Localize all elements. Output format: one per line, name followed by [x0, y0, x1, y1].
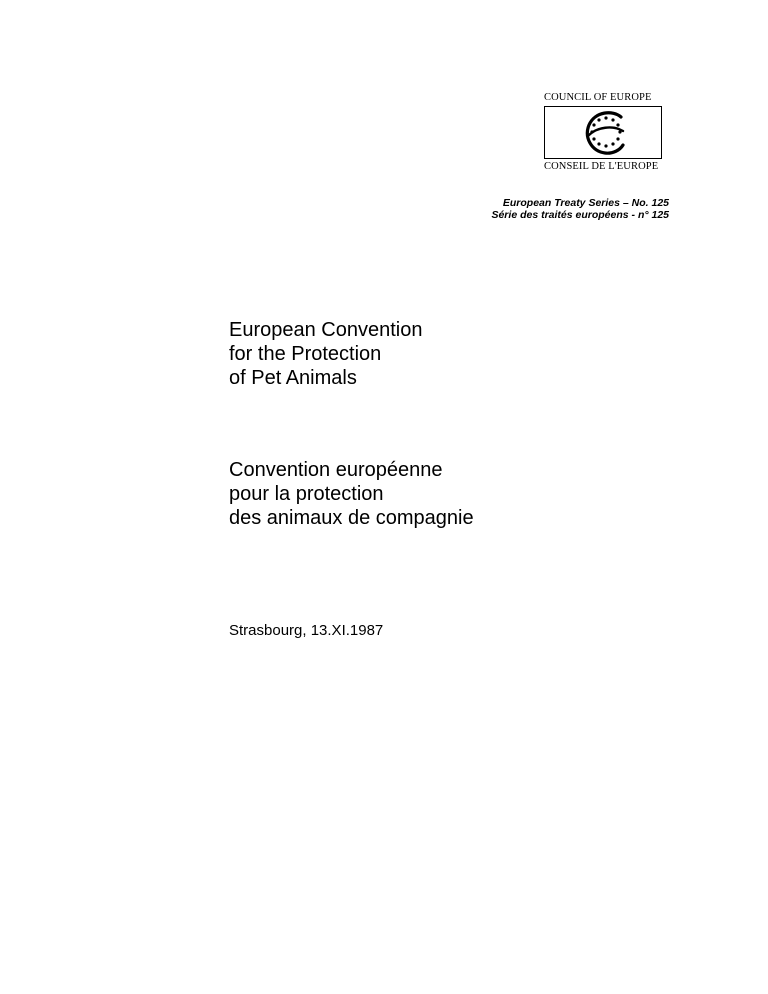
council-of-europe-logo	[544, 92, 664, 174]
title-french	[229, 458, 474, 530]
treaty-series-fr: Série des traités européens - n° 125	[491, 209, 669, 221]
title-french-line: Convention européenne	[229, 459, 443, 481]
title-french-line: des animaux de compagnie	[229, 507, 474, 529]
title-english-line: for the Protection	[229, 343, 382, 365]
title-english-line: European Convention	[229, 319, 423, 341]
logo-top-text: COUNCIL OF EUROPE	[544, 92, 652, 103]
place-and-date: Strasbourg, 13.XI.1987	[229, 622, 384, 639]
title-english-line: of Pet Animals	[229, 367, 357, 389]
title-english	[229, 318, 422, 390]
title-french-line: pour la protection	[229, 483, 384, 505]
logo-bottom-text: CONSEIL DE L'EUROPE	[544, 161, 659, 172]
treaty-series-en: European Treaty Series – No. 125	[502, 197, 669, 209]
treaty-series	[491, 197, 669, 221]
council-of-europe-emblem-icon	[583, 109, 629, 157]
logo-frame	[544, 106, 662, 159]
